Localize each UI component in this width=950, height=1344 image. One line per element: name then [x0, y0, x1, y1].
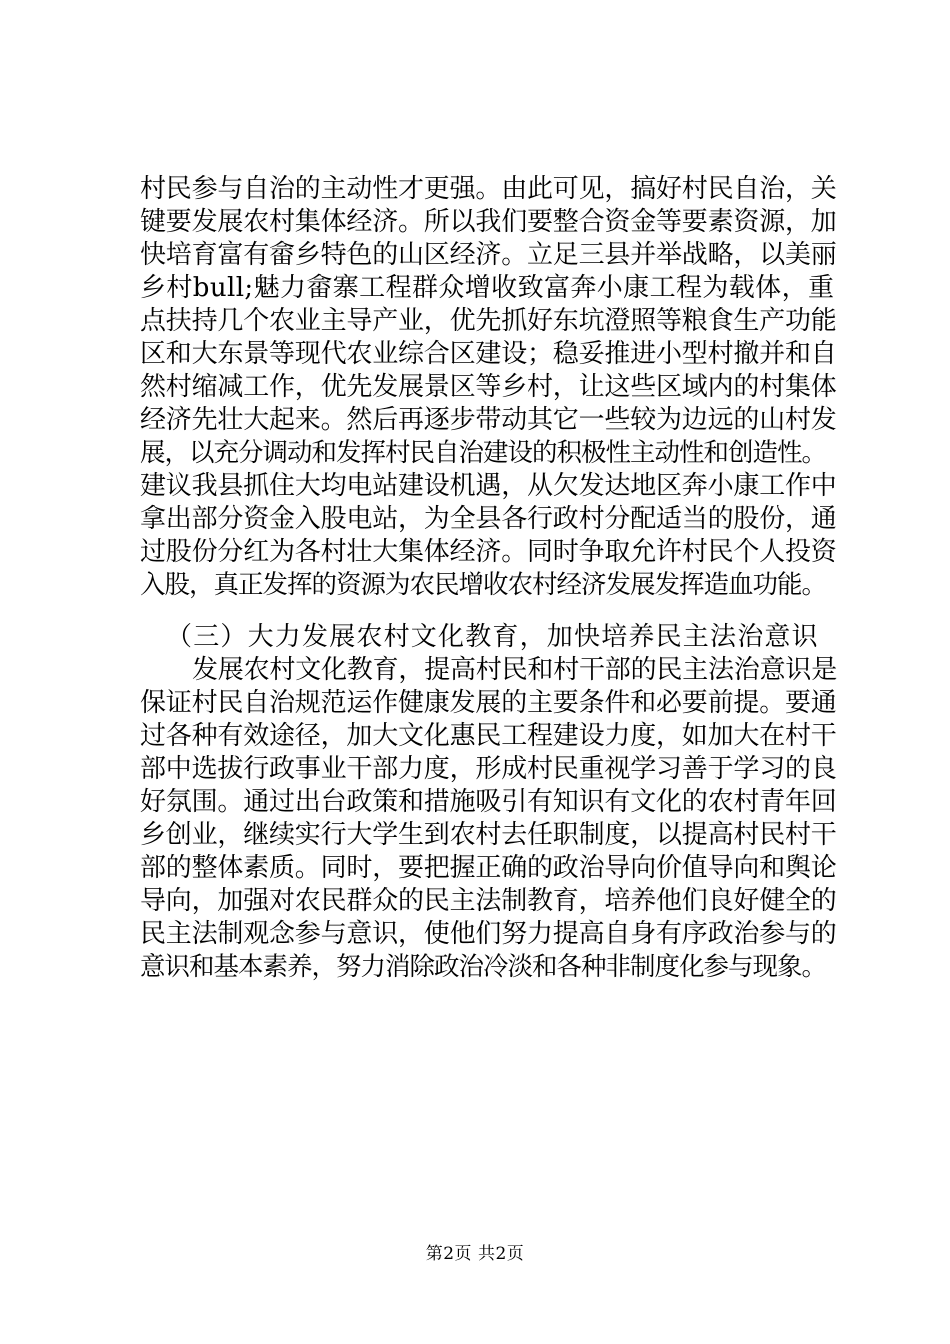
paragraph-2-line: 发展农村文化教育，提高村民和村干部的民主法治意识是	[192, 655, 838, 685]
paragraph-1-line: 区和大东景等现代农业综合区建设；稳妥推进小型村撤并和自	[140, 339, 837, 369]
paragraph-2-line: 民主法制观念参与意识，使他们努力提高自身有序政治参与的	[140, 919, 837, 949]
paragraph-1-line: 展，以充分调动和发挥村民自治建设的积极性主动性和创造性。	[140, 438, 827, 468]
paragraph-2-line: 乡创业，继续实行大学生到农村去任职制度，以提高村民村干	[140, 820, 837, 850]
paragraph-2-line: 过各种有效途径，加大文化惠民工程建设力度，如加大在村干	[140, 721, 837, 751]
paragraph-2-line: 保证村民自治规范运作健康发展的主要条件和必要前提。要通	[140, 688, 837, 718]
page-number-footer: 第2页 共2页	[425, 1244, 525, 1264]
paragraph-2-line: 意识和基本素养，努力消除政治冷淡和各种非制度化参与现象。	[140, 952, 827, 982]
section-heading: （三）大力发展农村文化教育，加快培养民主法治意识	[166, 622, 819, 652]
paragraph-1-line: 建议我县抓住大均电站建设机遇，从欠发达地区奔小康工作中	[140, 471, 837, 501]
paragraph-1-line: 乡村bull;魅力畲寨工程群众增收致富奔小康工程为载体，重	[140, 273, 835, 303]
paragraph-2-line: 好氛围。通过出台政策和措施吸引有知识有文化的农村青年回	[140, 787, 837, 817]
paragraph-1-line: 点扶持几个农业主导产业，优先抓好东坑澄照等粮食生产功能	[140, 306, 837, 336]
paragraph-1-line: 入股，真正发挥的资源为农民增收农村经济发展发挥造血功能。	[140, 570, 827, 600]
paragraph-1-line: 村民参与自治的主动性才更强。由此可见，搞好村民自治，关	[140, 174, 837, 204]
paragraph-1-line: 拿出部分资金入股电站，为全县各行政村分配适当的股份，通	[140, 504, 837, 534]
paragraph-2-line: 部的整体素质。同时，要把握正确的政治导向价值导向和舆论	[140, 853, 837, 883]
paragraph-1-line: 然村缩减工作，优先发展景区等乡村，让这些区域内的村集体	[140, 372, 837, 402]
paragraph-1-line: 过股份分红为各村壮大集体经济。同时争取允许村民个人投资	[140, 537, 837, 567]
paragraph-2-line: 部中选拔行政事业干部力度，形成村民重视学习善于学习的良	[140, 754, 837, 784]
paragraph-1-line: 快培育富有畲乡特色的山区经济。立足三县并举战略，以美丽	[140, 240, 837, 270]
paragraph-1-line: 键要发展农村集体经济。所以我们要整合资金等要素资源，加	[140, 207, 837, 237]
paragraph-1-line: 经济先壮大起来。然后再逐步带动其它一些较为边远的山村发	[140, 405, 837, 435]
paragraph-2-line: 导向，加强对农民群众的民主法制教育，培养他们良好健全的	[140, 886, 837, 916]
